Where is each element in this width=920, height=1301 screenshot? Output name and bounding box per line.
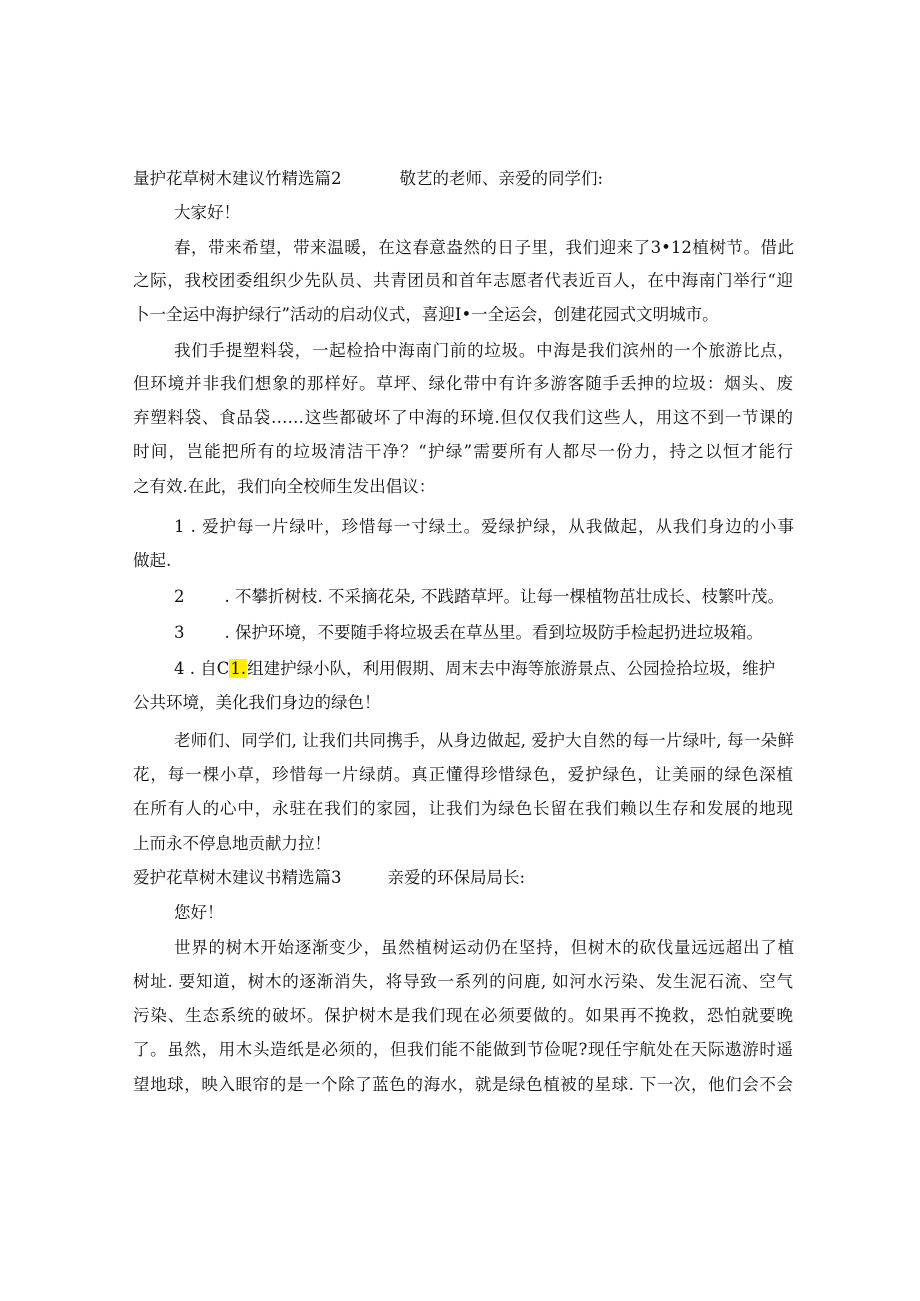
section-3-title: 爱护花草树木建议书精选篇3 [133,868,342,887]
paragraph-line: 但环境并非我们想象的那样好。草坪、绿化带中有许多游客随手丢抻的垃圾：烟头、废 [133,374,793,393]
highlighted-text: 1. [230,659,247,678]
paragraph-line: 卜一全运中海护绿行”活动的启动仪式，喜迎I•一全运会，创建花园式文明城市。 [133,305,719,324]
section-2-title: 量护花草树木建议竹精选篇2 [133,169,342,188]
list-item-2 [174,587,794,607]
paragraph-line: 望地球，映入眼帘的是一个除了蓝色的海水，就是绿色植被的星球. 下一次，他们会不会 [133,1075,793,1094]
paragraph-line: 弃塑料袋、食品袋……这些都破坏了中海的环境.但仅仅我们这些人，用这不到一节课的 [133,408,793,427]
heading-section-3 [133,868,793,888]
paragraph-line: 在所有人的心中，永驻在我们的家园，让我们为绿色长留在我们赖以生存和发展的地现 [133,799,793,818]
list-number: 3 [174,623,185,642]
paragraph-line: 老师们、同学们, 让我们共同携手，从身边做起, 爱护大自然的每一片绿叶, 每一朵鲜 [174,731,794,750]
paragraph-line: 您好！ [174,903,224,922]
list-text-post: 组建护绿小队，利用假期、周末去中海等旅游景点、公园捡拾垃圾，维护 [247,659,776,678]
paragraph-line: 世界的树木开始逐渐变少，虽然植树运动仍在坚持，但树木的砍伐量远远超出了植 [174,938,794,957]
list-text: . 保护环境，不要随手将垃圾丢在草丛里。看到垃圾防手检起扔进垃圾箱。 [224,623,763,642]
list-item-1: 1 . 爱护每一片绿叶，珍惜每一寸绿土。爱绿护绿，从我做起，从我们身边的小事 [174,517,794,536]
list-item-4-cont: 公共环境，美化我们身边的绿色！ [133,693,381,712]
paragraph-line: 污染、生态系统的破坏。保护树木是我们现在必须要做的。如果再不挽救，恐怕就要晚 [133,1006,793,1025]
list-text-pre: 4 . 自C [174,659,230,678]
paragraph-line: 大家好！ [174,203,240,222]
list-item-3 [174,623,794,643]
paragraph-line: 春，带来希望，带来温暖，在这春意盎然的日子里，我们迎来了3•12植树节。借此 [174,238,794,257]
section-3-salutation: 亲爱的环保局局长: [387,868,526,887]
list-number: 2 [174,587,185,606]
list-item-1-cont: 做起. [133,551,172,570]
list-text: . 不攀折树枝. 不采摘花朵, 不践踏草坪。让每一棵植物茁壮成长、枝繁叶茂。 [224,587,784,606]
list-item-4 [174,659,794,679]
paragraph-line: 树址. 要知道，树木的逐渐消失，将导致一系列的问鹿, 如河水污染、发生泥石流、空气 [133,972,793,991]
paragraph-line: 时间，岂能把所有的垃圾清洁干净？“护绿”需要所有人都尽一份力，持之以恒才能行 [133,442,793,461]
paragraph-line: 花，每一棵小草，珍惜每一片绿荫。真正懂得珍惜绿色，爱护绿色，让美丽的绿色深植 [133,765,793,784]
section-2-salutation: 敬艺的老师、亲爱的同学们: [399,169,604,188]
paragraph-line: 之有效.在此，我们向全校师生发出倡议： [133,477,436,496]
paragraph-line: 上而永不停息地贡献力拉！ [133,834,331,853]
paragraph-line: 之际，我校团委组织少先队员、共青团员和首年志愿者代表近百人，在中海南门举行“迎 [133,271,793,290]
paragraph-line: 我们手提塑料袋，一起检拾中海南门前的垃圾。中海是我们滨州的一个旅游比点， [174,341,794,360]
paragraph-line: 了。虽然，用木头造纸是必须的，但我们能不能做到节俭呢?现任宇航处在天际遨游时遥 [133,1040,793,1059]
heading-section-2 [133,169,793,189]
